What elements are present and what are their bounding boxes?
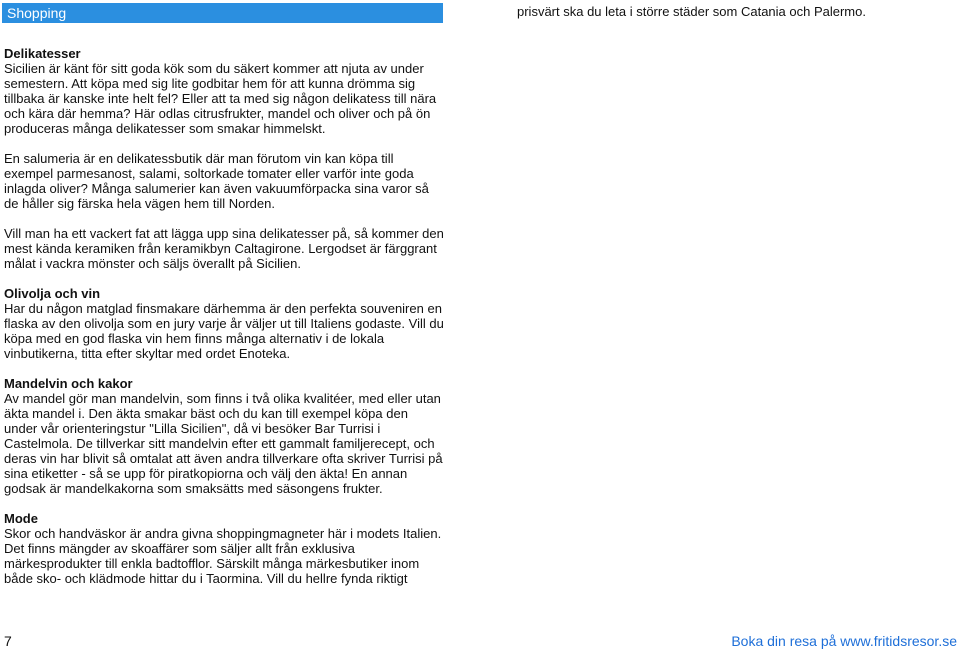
section-heading: Olivolja och vin	[4, 286, 101, 301]
section-mandelvin	[4, 376, 444, 496]
section-heading: Mode	[4, 511, 38, 526]
section-heading: Mandelvin och kakor	[4, 376, 133, 391]
paragraph: Sicilien är känt för sitt goda kök som du säkert kommer att njuta av under semestern. Att köpa med sig lite godbitar hem för att kunna drömma sig tillbaka är kanske inte helt fel? Eller att ta med sig någon delikatess till nära och kära där hemma? Här odlas citrusfrukter, mandel och oliver och på ön produceras många delikatesser som smakar himmelskt.	[4, 61, 437, 136]
paragraph: Av mandel gör man mandelvin, som finns i två olika kvalitéer, med eller utan äkta mandel i. Den äkta smakar bäst och du kan till exempel köpa den under vår orienteringstur "Lilla Sicilien", då vi besöker Bar Turrisi i Castelmola. De tillverkar sitt mandelvin efter ett gammalt familjerecept, och deras vin har blivit så omtalat att även andra tillverkare ofta skriver Turrisi på sina etiketter - så se upp för piratkopiorna och välj den äkta! En annan godsak är mandelkakorna som smaksätts med säsongens frukter.	[4, 391, 443, 496]
paragraph: Vill man ha ett vackert fat att lägga upp sina delikatesser på, så kommer den mest kända keramiken från keramikbyn Caltagirone. Lergodset är färggrant målat i vackra mönster och säljs överallt på Sicilien.	[4, 226, 444, 271]
paragraph: Har du någon matglad finsmakare därhemma är den perfekta souveniren en flaska av den olivolja som en jury varje år väljer ut till Italiens godaste. Vill du köpa med en god flaska vin hem finns många alternativ i de lokala vinbutikerna, titta efter skyltar med ordet Enoteka.	[4, 301, 444, 361]
section-heading: Delikatesser	[4, 46, 81, 61]
main-column	[4, 46, 444, 601]
section-mode	[4, 511, 444, 586]
section-delikatesser	[4, 46, 444, 271]
section-header-bar	[2, 3, 443, 23]
paragraph: Skor och handväskor är andra givna shoppingmagneter här i modets Italien. Det finns mängder av skoaffärer som säljer allt från exklusiva märkesprodukter till enkla badtofflor. Särskilt många märkesbutiker inom både sko- och klädmode hittar du i Taormina. Vill du hellre fynda riktigt	[4, 526, 442, 586]
section-olivolja	[4, 286, 444, 361]
section-title: Shopping	[7, 5, 67, 21]
continued-text: prisvärt ska du leta i större städer som Catania och Palermo.	[517, 4, 866, 19]
booking-link[interactable]: Boka din resa på www.fritidsresor.se	[731, 633, 957, 649]
page-number: 7	[4, 633, 12, 649]
paragraph: En salumeria är en delikatessbutik där man förutom vin kan köpa till exempel parmesanost, salami, soltorkade tomater eller varför inte goda inlagda oliver? Många salumerier kan även vakuumförpacka sina varor så de håller sig färska hela vägen hem till Norden.	[4, 151, 429, 211]
